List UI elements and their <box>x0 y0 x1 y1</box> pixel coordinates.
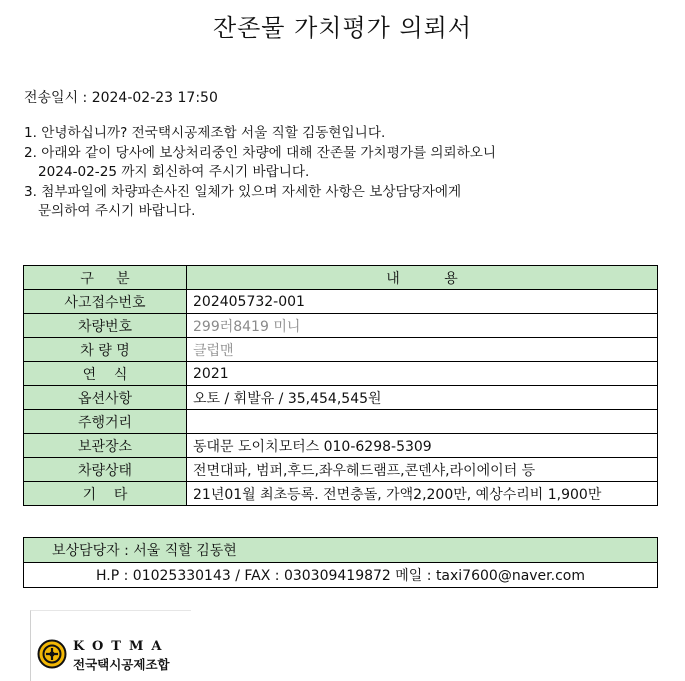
row-label: 주행거리 <box>24 410 187 434</box>
table-row <box>24 386 658 410</box>
table-row <box>24 458 658 482</box>
note-line: 2. 아래와 같이 당사에 보상처리중인 차량에 대해 잔존물 가치평가를 의뢰하오니 <box>24 144 497 161</box>
row-label: 사고접수번호 <box>24 290 187 314</box>
table-row <box>24 410 658 434</box>
table-row <box>24 362 658 386</box>
sent-datetime: 전송일시 : 2024-02-23 17:50 <box>24 90 218 106</box>
note-line: 문의하여 주시기 바랍니다. <box>38 203 196 219</box>
row-label: 차 량 명 <box>24 338 187 362</box>
vehicle-info-table <box>23 265 658 506</box>
row-value: 2021 <box>187 362 658 386</box>
header-category: 구 분 <box>24 266 187 290</box>
manager-name: 보상담당자 : 서울 직할 김동현 <box>24 538 658 563</box>
row-value: 299러8419 미니 <box>187 314 658 338</box>
table-row <box>24 290 658 314</box>
note-line: 3. 첨부파일에 차량파손사진 일체가 있으며 자세한 사항은 보상담당자에게 <box>24 183 462 200</box>
row-label: 보관장소 <box>24 434 187 458</box>
document-title: 잔존물 가치평가 의뢰서 <box>212 14 473 42</box>
table-row <box>24 314 658 338</box>
row-label: 차량번호 <box>24 314 187 338</box>
kotma-wordmark: KOTMA <box>73 639 170 654</box>
note-line: 1. 안녕하십니까? 전국택시공제조합 서울 직할 김동현입니다. <box>24 125 386 141</box>
row-label: 차량상태 <box>24 458 187 482</box>
row-value: 클럽맨 <box>187 338 658 362</box>
row-value: 202405732-001 <box>187 290 658 314</box>
table-row <box>24 338 658 362</box>
contact-details: H.P : 01025330143 / FAX : 030309419872 메일 : taxi7600@naver.com <box>24 563 658 588</box>
kotma-emblem-icon <box>37 639 67 669</box>
row-label: 기 타 <box>24 482 187 506</box>
table-row <box>24 434 658 458</box>
header-content: 내 용 <box>187 266 658 290</box>
contact-table <box>23 537 658 588</box>
manager-row <box>24 538 658 563</box>
row-value <box>187 410 658 434</box>
kotma-logo <box>30 610 191 681</box>
notes-list <box>24 124 496 222</box>
row-label: 옵션사항 <box>24 386 187 410</box>
table-row <box>24 482 658 506</box>
row-value: 21년01월 최초등록. 전면충돌, 가액2,200만, 예상수리비 1,900만 <box>187 482 658 506</box>
row-value: 동대문 도이치모터스 010-6298-5309 <box>187 434 658 458</box>
note-line: 2024-02-25 까지 회신하여 주시기 바랍니다. <box>38 164 310 180</box>
association-name: 전국택시공제조합 <box>73 657 170 672</box>
row-label: 연 식 <box>24 362 187 386</box>
contact-row <box>24 563 658 588</box>
row-value: 전면대파, 범퍼,후드,좌우헤드램프,콘덴샤,라이에이터 등 <box>187 458 658 482</box>
table-header-row <box>24 266 658 290</box>
row-value: 오토 / 휘발유 / 35,454,545원 <box>187 386 658 410</box>
